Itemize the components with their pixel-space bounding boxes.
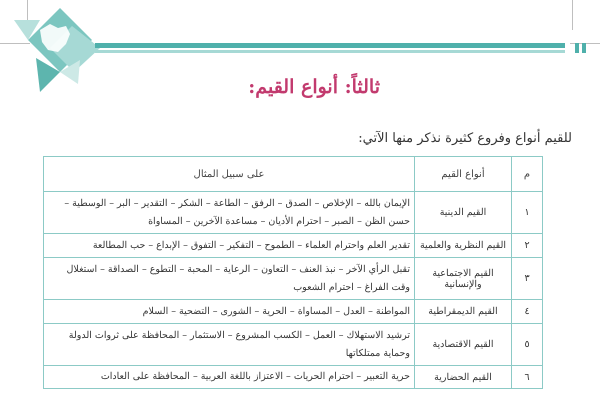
value-examples: حرية التعبير – احترام الحريات – الاعتزاز باللغة العربية – المحافظة على العادات	[44, 366, 415, 389]
table-header-row	[44, 157, 543, 192]
value-type: القيم الدينية	[415, 192, 512, 234]
value-type: القيم الاقتصادية	[415, 324, 512, 366]
row-number: ٤	[512, 300, 543, 324]
header-bar-end	[575, 43, 579, 53]
header-num: م	[512, 157, 543, 192]
row-number: ١	[512, 192, 543, 234]
header-examples: على سبيل المثال	[44, 157, 415, 192]
table-row	[44, 366, 543, 389]
intro-text: للقيم أنواع وفروع كثيرة نذكر منها الآتي:	[358, 131, 572, 146]
header-bar-light	[95, 50, 565, 53]
decorative-header-graphic	[0, 0, 110, 110]
value-examples: ترشيد الاستهلاك – العمل – الكسب المشروع – الاستثمار – المحافظة على ثروات الدولة وحماية ممتلكاتها	[44, 324, 415, 366]
header-bar-end	[582, 43, 586, 53]
value-examples: تقبل الرأي الآخر – نبذ العنف – التعاون – الرعاية – المحبة – التطوع – الصداقة – استغلال وقت الفراغ – احترام الشعوب	[44, 258, 415, 300]
value-examples: تقدير العلم واحترام العلماء – الطموح – التفكير – التفوق – الإبداع – حب المطالعة	[44, 234, 415, 258]
header-kind: أنواع القيم	[415, 157, 512, 192]
value-examples: المواطنة – العدل – المساواة – الحرية – الشورى – التضحية – السلام	[44, 300, 415, 324]
table-row	[44, 258, 543, 300]
value-type: القيم النظرية والعلمية	[415, 234, 512, 258]
value-examples: الإيمان بالله – الإخلاص – الصدق – الرفق – الطاعة – الشكر – التقدير – البر – الوسطية – حسن الظن – الصبر – احترام الأديان – مساعدة الآخرين – المساواة	[44, 192, 415, 234]
row-number: ٦	[512, 366, 543, 389]
header-bar	[95, 43, 565, 48]
table-row	[44, 192, 543, 234]
crop-mark	[572, 0, 573, 30]
table-row	[44, 234, 543, 258]
row-number: ٥	[512, 324, 543, 366]
row-number: ٢	[512, 234, 543, 258]
values-table	[43, 156, 543, 389]
value-type: القيم الاجتماعية والإنسانية	[415, 258, 512, 300]
table-row	[44, 300, 543, 324]
value-type: القيم الديمقراطية	[415, 300, 512, 324]
section-title: ثالثاً: أنواع القيم:	[248, 76, 380, 98]
value-type: القيم الحضارية	[415, 366, 512, 389]
table-row	[44, 324, 543, 366]
row-number: ٣	[512, 258, 543, 300]
